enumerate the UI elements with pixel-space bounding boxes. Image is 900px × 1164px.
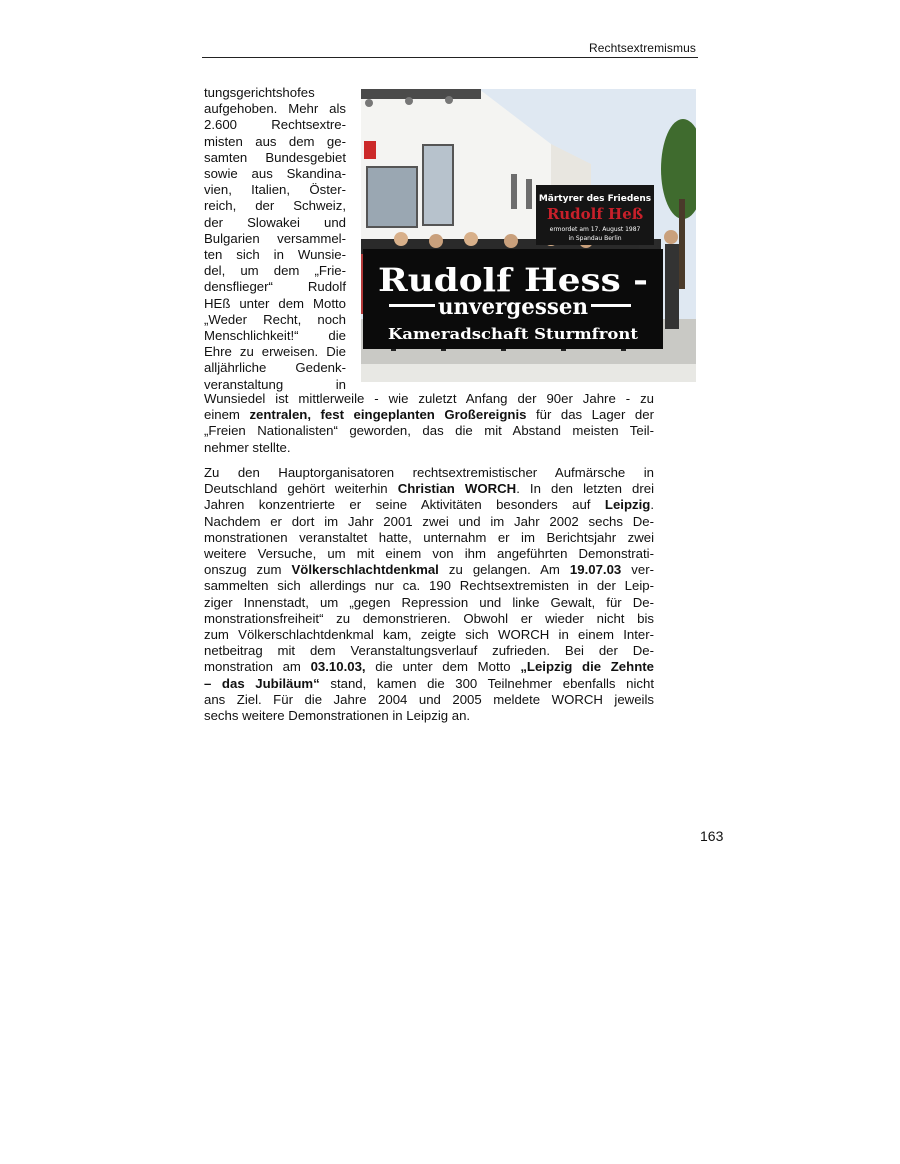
side-column-text bbox=[204, 85, 346, 393]
text-line: tungsgerichtshofes bbox=[204, 85, 315, 100]
text-line: weitere Versuche, um mit einem von ihm angeführten Demonstrati- bbox=[204, 546, 654, 562]
main-banner-line: unvergessen bbox=[438, 294, 588, 320]
main-banner-line: Rudolf Hess - bbox=[378, 261, 648, 299]
paragraph bbox=[204, 391, 654, 456]
text-line bbox=[204, 676, 654, 692]
text-run: ver- bbox=[621, 562, 654, 578]
header-rule bbox=[202, 57, 698, 58]
text-line: monstrationsfreiheit“ zu demonstrieren. Obwohl er wieder nicht bis bbox=[204, 610, 654, 626]
paragraph bbox=[204, 465, 654, 724]
text-line: ziger Innenstadt, um „gegen Repression und linke Gewalt, für De- bbox=[204, 594, 654, 610]
text-run: die unter dem Motto bbox=[365, 659, 521, 675]
text-line: sechs weitere Demonstrationen in Leipzig an. bbox=[204, 708, 471, 724]
text-line: Menschlichkeit!“ die bbox=[204, 328, 346, 344]
text-line: reich, der Schweiz, bbox=[204, 198, 346, 214]
text-line: densflieger“ Rudolf bbox=[204, 279, 346, 295]
text-line: samten Bundesgebiet bbox=[204, 149, 346, 165]
text-run: stand, kamen die 300 Teilnehmer ebenfalls nicht bbox=[319, 675, 654, 691]
text-line bbox=[204, 659, 654, 675]
text-run: onszug zum bbox=[204, 562, 292, 578]
text-run: zu gelangen. Am bbox=[438, 562, 570, 578]
text-line: der Slowakei und bbox=[204, 214, 346, 230]
rear-banner-line: in Spandau Berlin bbox=[568, 235, 622, 242]
text-line bbox=[204, 481, 654, 497]
text-line: 2.600 Rechtsextre- bbox=[204, 117, 346, 133]
text-run: Deutschland gehört weiterhin bbox=[204, 481, 398, 497]
bold-run: Christian WORCH bbox=[397, 481, 517, 497]
text-line bbox=[204, 497, 654, 513]
demonstration-photo bbox=[361, 89, 696, 382]
text-line: sowie aus Skandina- bbox=[204, 166, 346, 182]
text-line bbox=[204, 407, 654, 423]
text-run: . bbox=[650, 497, 654, 513]
text-run: Jahren konzentrierte er seine Aktivitäten besonders auf bbox=[204, 497, 605, 513]
text-line: ans Ziel. Für die Jahre 2004 und 2005 meldete WORCH jeweils bbox=[204, 691, 654, 707]
rear-banner-line: Märtyrer des Friedens bbox=[538, 194, 652, 204]
text-line: Bulgarien versammel- bbox=[204, 230, 346, 246]
text-run: monstration am bbox=[204, 659, 311, 675]
bold-run: 03.10.03, bbox=[310, 659, 366, 675]
rear-banner-line: ermordet am 17. August 1987 bbox=[549, 226, 641, 233]
main-banner-line: Kameradschaft Sturmfront bbox=[388, 325, 639, 343]
bold-run: zentralen, fest eingeplanten Großereignis bbox=[249, 407, 527, 423]
text-line: Wunsiedel ist mittlerweile - wie zuletzt Anfang der 90er Jahre - zu bbox=[204, 391, 654, 406]
rear-banner-line: Rudolf Heß bbox=[546, 205, 644, 223]
text-line: vien, Italien, Öster- bbox=[204, 182, 346, 198]
text-line: netbeitrag mit dem Veranstaltungsverlauf zufrieden. Bei der De- bbox=[204, 643, 654, 659]
text-line: aufgehoben. Mehr als bbox=[204, 101, 346, 117]
text-line: sammelten sich allerdings nur ca. 190 Rechtsextremisten in der Leip- bbox=[204, 578, 654, 594]
bold-run: Leipzig bbox=[604, 497, 651, 513]
bold-run: – das Jubiläum“ bbox=[204, 675, 320, 691]
page-number: 163 bbox=[700, 828, 724, 844]
text-line: Ehre zu erweisen. Die bbox=[204, 344, 346, 360]
bold-run: Völkerschlachtdenkmal bbox=[291, 562, 439, 578]
text-line: alljährliche Gedenk- bbox=[204, 360, 346, 376]
text-run: einem bbox=[204, 407, 250, 423]
text-line: veranstaltung in bbox=[204, 376, 346, 392]
text-line: monstrationen veranstaltet hatte, unternahm er im Berichtsjahr zwei bbox=[204, 529, 654, 545]
text-line: HEß unter dem Motto bbox=[204, 295, 346, 311]
bold-run: 19.07.03 bbox=[569, 562, 622, 578]
running-header: Rechtsextremismus bbox=[588, 41, 696, 55]
text-line: del, um dem „Frie- bbox=[204, 263, 346, 279]
text-line: Zu den Hauptorganisatoren rechtsextremistischer Aufmärsche in bbox=[204, 465, 654, 480]
text-line: nehmer stellte. bbox=[204, 439, 291, 455]
text-line bbox=[204, 562, 654, 578]
text-line: „Freien Nationalisten“ geworden, das die mit Abstand meisten Teil- bbox=[204, 423, 654, 439]
text-line: Nachdem er dort im Jahr 2001 zwei und im Jahr 2002 sechs De- bbox=[204, 513, 654, 529]
bold-run: „Leipzig die Zehnte bbox=[520, 659, 654, 675]
text-line: ten sich in Wunsie- bbox=[204, 247, 346, 263]
text-line: zum Völkerschlachtdenkmal kam, zeigte sich WORCH in einem Inter- bbox=[204, 627, 654, 643]
text-line: „Weder Recht, noch bbox=[204, 311, 346, 327]
text-run: für das Lager der bbox=[526, 407, 654, 423]
text-line: misten aus dem ge- bbox=[204, 133, 346, 149]
text-run: . In den letzten drei bbox=[516, 481, 654, 497]
